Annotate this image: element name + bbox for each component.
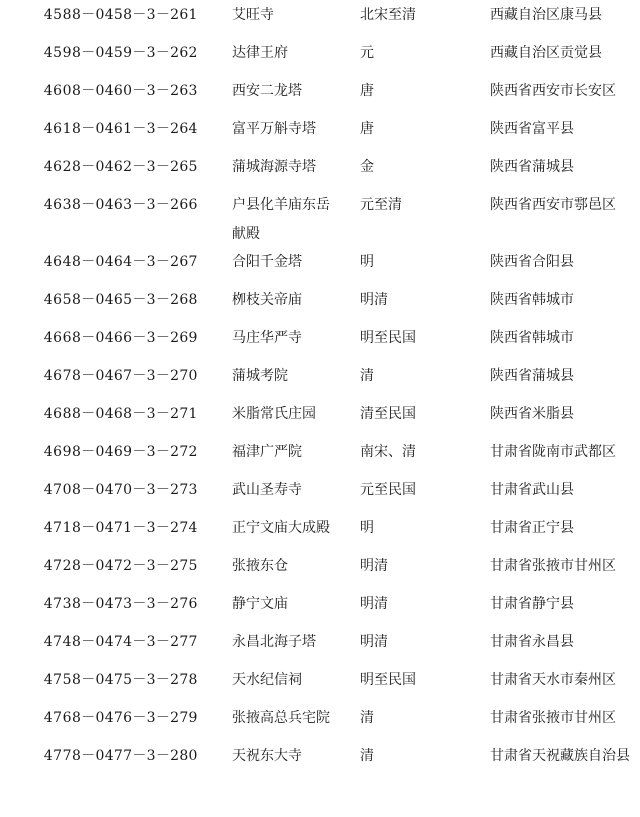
row-index: 473 [43, 595, 72, 612]
row-location: 陕西省韩城市 [490, 329, 574, 346]
row-code: 8－0458－3－261 [72, 7, 198, 23]
row-location: 西藏自治区康马县 [490, 7, 602, 23]
row-index: 477 [43, 747, 72, 764]
row-code: 8－0467－3－270 [72, 367, 198, 384]
row-location: 甘肃省天水市秦州区 [490, 671, 616, 688]
table-row [0, 120, 640, 158]
row-index: 467 [43, 367, 72, 384]
row-name: 艾旺寺 [232, 7, 274, 23]
table-row [0, 747, 640, 785]
table-row [0, 329, 640, 367]
row-index: 465 [43, 291, 72, 308]
table-row [0, 633, 640, 671]
table-row [0, 253, 640, 291]
row-name: 富平万斛寺塔 [232, 121, 316, 137]
heritage-listing-table [0, 6, 640, 785]
row-index: 462 [43, 159, 72, 175]
row-era: 明 [360, 253, 374, 270]
row-era: 金 [360, 159, 374, 175]
row-era: 明清 [360, 633, 388, 650]
row-name-line2: 献殿 [232, 225, 260, 242]
row-index: 461 [43, 121, 72, 137]
row-location: 甘肃省天祝藏族自治县 [490, 747, 630, 764]
table-row [0, 44, 640, 82]
row-code: 8－0468－3－271 [72, 405, 198, 422]
row-era: 元至民国 [360, 481, 416, 498]
row-location: 陕西省韩城市 [490, 291, 574, 308]
row-code: 8－0471－3－274 [72, 519, 198, 536]
row-code: 8－0469－3－272 [72, 443, 198, 460]
row-name: 永昌北海子塔 [232, 633, 316, 650]
row-code: 8－0466－3－269 [72, 329, 198, 346]
row-name: 米脂常氏庄园 [232, 405, 316, 422]
row-location: 陕西省富平县 [490, 121, 574, 137]
row-name: 静宁文庙 [232, 595, 288, 612]
row-code: 8－0463－3－266 [72, 197, 198, 213]
row-name: 达律王府 [232, 45, 288, 61]
table-row [0, 405, 640, 443]
row-name: 天水纪信祠 [232, 671, 302, 688]
row-index: 468 [43, 405, 72, 422]
row-location: 甘肃省张掖市甘州区 [490, 557, 616, 574]
table-row [0, 557, 640, 595]
row-name: 蒲城考院 [232, 367, 288, 384]
row-code: 8－0470－3－273 [72, 481, 198, 498]
row-location: 陕西省蒲城县 [490, 367, 574, 384]
row-location: 西藏自治区贡觉县 [490, 45, 602, 61]
row-code: 8－0474－3－277 [72, 633, 198, 650]
row-code: 8－0472－3－275 [72, 557, 198, 574]
row-era: 元 [360, 45, 374, 61]
row-index: 475 [43, 671, 72, 688]
row-code: 8－0475－3－278 [72, 671, 198, 688]
row-name: 武山圣寿寺 [232, 481, 302, 498]
row-code: 8－0473－3－276 [72, 595, 198, 612]
row-code: 8－0464－3－267 [72, 253, 198, 270]
row-index: 464 [43, 253, 72, 270]
row-era: 元至清 [360, 197, 402, 213]
row-location: 陕西省米脂县 [490, 405, 574, 422]
row-code: 8－0461－3－264 [72, 121, 198, 137]
row-index: 469 [43, 443, 72, 460]
row-location: 陕西省西安市鄠邑区 [490, 197, 616, 213]
row-name [232, 196, 360, 253]
row-name: 正宁文庙大成殿 [232, 519, 330, 536]
table-row [0, 291, 640, 329]
row-name: 栁枝关帝庙 [232, 291, 302, 308]
row-index: 463 [43, 197, 72, 213]
row-code: 8－0459－3－262 [72, 45, 198, 61]
row-name: 张掖东仓 [232, 557, 288, 574]
table-row [0, 443, 640, 481]
row-name: 蒲城海源寺塔 [232, 159, 316, 175]
row-era: 南宋、清 [360, 443, 416, 460]
row-location: 甘肃省张掖市甘州区 [490, 709, 616, 726]
row-index: 470 [43, 481, 72, 498]
table-row [0, 519, 640, 557]
row-era: 清 [360, 747, 374, 764]
row-name: 天祝东大寺 [232, 747, 302, 764]
row-location: 甘肃省正宁县 [490, 519, 574, 536]
row-era: 清至民国 [360, 405, 416, 422]
row-index: 460 [43, 83, 72, 99]
row-code: 8－0476－3－279 [72, 709, 198, 726]
table-row [0, 671, 640, 709]
row-name: 张掖高总兵宅院 [232, 709, 330, 726]
table-body [0, 6, 640, 785]
row-era: 北宋至清 [360, 7, 416, 23]
row-era: 明清 [360, 595, 388, 612]
row-name: 合阳千金塔 [232, 253, 302, 270]
row-location: 甘肃省陇南市武都区 [490, 443, 616, 460]
row-name: 马庄华严寺 [232, 329, 302, 346]
table-row [0, 196, 640, 253]
table-row [0, 82, 640, 120]
row-index: 472 [43, 557, 72, 574]
table-row [0, 6, 640, 44]
row-era: 唐 [360, 83, 374, 99]
row-era: 明至民国 [360, 671, 416, 688]
table-row [0, 158, 640, 196]
row-index: 471 [43, 519, 72, 536]
row-era: 明至民国 [360, 329, 416, 346]
row-era: 明清 [360, 291, 388, 308]
row-era: 清 [360, 367, 374, 384]
row-era: 唐 [360, 121, 374, 137]
row-location: 甘肃省武山县 [490, 481, 574, 498]
row-index: 459 [43, 45, 72, 61]
row-code: 8－0462－3－265 [72, 159, 198, 175]
row-index: 466 [43, 329, 72, 346]
row-code: 8－0465－3－268 [72, 291, 198, 308]
row-location: 陕西省蒲城县 [490, 159, 574, 175]
table-row [0, 367, 640, 405]
row-name: 西安二龙塔 [232, 83, 302, 99]
row-code: 8－0477－3－280 [72, 747, 198, 764]
row-location: 陕西省合阳县 [490, 253, 574, 270]
row-code: 8－0460－3－263 [72, 83, 198, 99]
row-era: 清 [360, 709, 374, 726]
row-index: 458 [43, 7, 72, 23]
row-location: 甘肃省静宁县 [490, 595, 574, 612]
row-index: 474 [43, 633, 72, 650]
table-row [0, 709, 640, 747]
row-era: 明 [360, 519, 374, 536]
row-name-line1: 户县化羊庙东岳 [232, 197, 330, 213]
row-location: 甘肃省永昌县 [490, 633, 574, 650]
row-name: 福津广严院 [232, 443, 302, 460]
row-index: 476 [43, 709, 72, 726]
table-row [0, 595, 640, 633]
row-location: 陕西省西安市长安区 [490, 83, 616, 99]
row-era: 明清 [360, 557, 388, 574]
table-row [0, 481, 640, 519]
